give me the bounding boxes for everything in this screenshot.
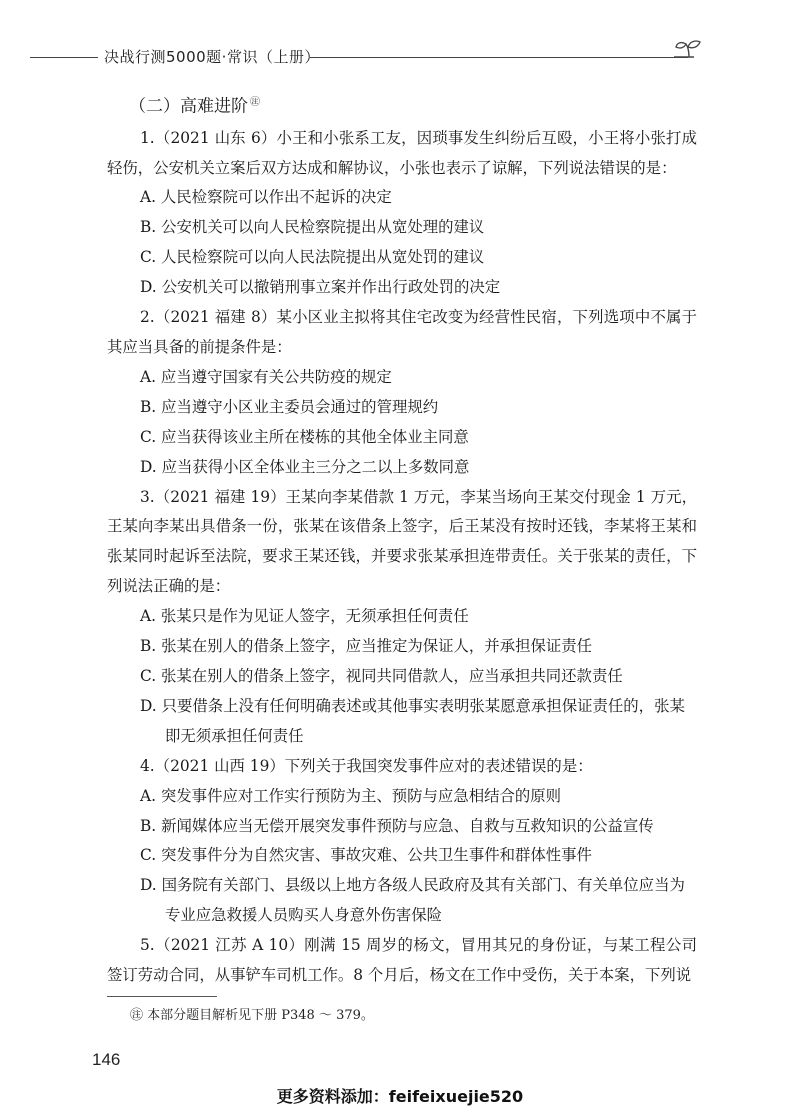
option-c: C. 张某在别人的借条上签字，视同共同借款人，应当承担共同还款责任 [140, 666, 623, 685]
section-title [129, 88, 697, 122]
section-title-text: （二）高难进阶 [129, 96, 248, 117]
question-stem: 2.（2021 福建 8）某小区业主拟将其住宅改变为经营性民宿，下列选项中不属于其应当具备的前提条件是： [107, 308, 697, 356]
option-b: B. 新闻媒体应当无偿开展突发事件预防与应急、自救与互救知识的公益宣传 [140, 816, 654, 835]
option-c: C. 应当获得该业主所在楼栋的其他全体业主同意 [140, 427, 469, 446]
option-b: B. 应当遵守小区业主委员会通过的管理规约 [140, 397, 439, 416]
question-5 [107, 931, 697, 991]
page-number: 146 [92, 1050, 121, 1069]
option-c: C. 突发事件分为自然灾害、事故灾难、公共卫生事件和群体性事件 [140, 846, 592, 865]
footnote: ㊟ 本部分题目解析见下册 P348 ～ 379。 [130, 1008, 374, 1023]
question-stem: 5.（2021 江苏 A 10）刚满 15 周岁的杨文，冒用其兄的身份证，与某工程公司签订劳动合同，从事铲车司机工作。8 个月后，杨文在工作中受伤，关于本案，下列说 [107, 936, 697, 985]
option-d: D. 国务院有关部门、县级以上地方各级人民政府及其有关部门、有关单位应当为专业应急救援人员购买人身意外伤害保险 [140, 876, 685, 925]
question-1 [107, 124, 697, 303]
option-a: A. 人民检察院可以作出不起诉的决定 [140, 188, 392, 207]
option-a: A. 张某只是作为见证人签字，无须承担任何责任 [140, 607, 469, 626]
sprout-icon [672, 38, 706, 68]
book-title: 决战行测5000题·常识（上册） [104, 48, 320, 66]
option-d: D. 只要借条上没有任何明确表述或其他事实表明张某愿意承担保证责任的，张某即无须承担任何责任 [140, 696, 685, 745]
option-d: D. 应当获得小区全体业主三分之二以上多数同意 [140, 457, 470, 476]
question-stem: 3.（2021 福建 19）王某向李某借款 1 万元，李某当场向王某交付现金 1 万元，王某向李某出具借条一份，张某在该借条上签字，后王某没有按时还钱，李某将王某和张某同时起诉至法院，要求王某还钱，并要求张某承担连带责任。关于张某的责任，下列说法正确的是： [107, 487, 697, 596]
header-rule-left [30, 57, 98, 58]
question-3 [107, 483, 697, 752]
page-content [107, 88, 697, 991]
running-header [0, 40, 800, 76]
option-d: D. 公安机关可以撤销刑事立案并作出行政处罚的决定 [140, 278, 501, 297]
header-rule-right [310, 57, 688, 58]
option-a: A. 应当遵守国家有关公共防疫的规定 [140, 367, 392, 386]
option-b: B. 公安机关可以向人民检察院提出从宽处理的建议 [140, 218, 485, 237]
question-stem: 4.（2021 山西 19）下列关于我国突发事件应对的表述错误的是： [140, 756, 593, 775]
option-b: B. 张某在别人的借条上签字，应当推定为保证人，并承担保证责任 [140, 637, 593, 656]
option-a: A. 突发事件应对工作实行预防为主、预防与应急相结合的原则 [140, 786, 562, 805]
question-stem: 1.（2021 山东 6）小王和小张系工友，因琐事发生纠纷后互殴，小王将小张打成轻伤，公安机关立案后双方达成和解协议，小张也表示了谅解，下列说法错误的是： [107, 128, 697, 177]
watermark-text: 更多资料添加：feifeixuejie520 [276, 1087, 524, 1106]
question-4 [107, 752, 697, 931]
footnote-marker: ㊟ [250, 97, 260, 108]
question-2 [107, 303, 697, 482]
footnote-rule [107, 996, 217, 997]
option-c: C. 人民检察院可以向人民法院提出从宽处罚的建议 [140, 248, 485, 267]
